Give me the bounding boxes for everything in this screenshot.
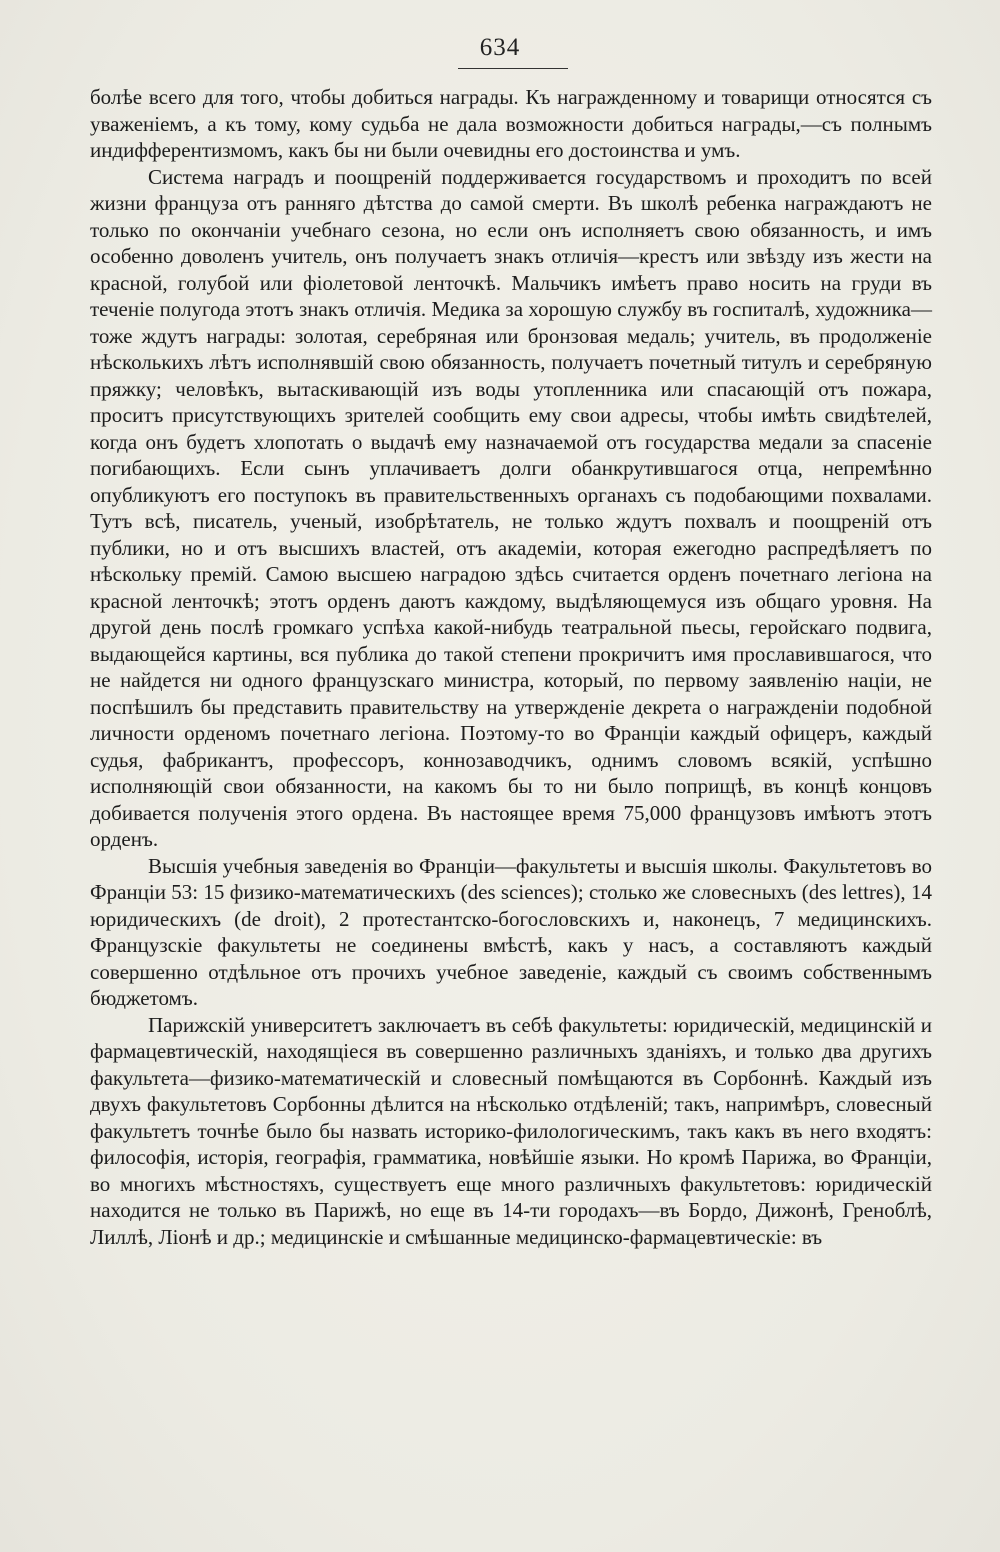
paragraph-continuation: болѣе всего для того, чтобы добиться награды. Къ награжденному и товарищи относятся съ уваженіемъ, а къ тому, кому судьба не дала возможности добиться награды,—съ полнымъ индифферентизмомъ, какъ бы ни были очевидны его достоинства и умъ. bbox=[90, 85, 932, 162]
paragraph-awards-system: Система наградъ и поощреній поддерживается государствомъ и проходитъ по всей жизни француза отъ ранняго дѣтства до самой смерти. Въ школѣ ребенка награждаютъ не только по окончаніи учебнаго сезона, но если онъ исполняетъ свою обязанность, и имъ особенно доволенъ учитель, онъ получаетъ знакъ отличія—крестъ или звѣзду изъ жести на красной, голубой или фіолетовой ленточкѣ. Мальчикъ имѣетъ право носить на груди въ теченіе полугода этотъ знакъ отличія. Медика за хорошую службу въ госпиталѣ, художника—тоже ждутъ награды: золотая, серебряная или бронзовая медаль; учитель, въ продолженіе нѣсколькихъ лѣтъ исполнявшій свою обязанность, получаетъ почетный титулъ и серебряную пряжку; человѣкъ, вытаскивающій изъ воды утопленника или спасающій отъ пожара, проситъ присутствующихъ зрителей сообщить ему свои адресы, чтобы имѣть свидѣтелей, когда онъ будетъ хлопотать о выдачѣ ему назначаемой отъ государства медали за спасеніе погибающихъ. Если сынъ уплачиваетъ долги обанкрутившагося отца, непремѣнно опубликуютъ его поступокъ въ правительственныхъ органахъ съ подобающими похвалами. Тутъ всѣ, писатель, ученый, изобрѣтатель, не только ждутъ похвалъ и поощреній отъ публики, но и отъ высшихъ властей, отъ академіи, которая ежегодно распредѣляетъ по нѣскольку премій. Самою высшею наградою здѣсь считается орденъ почетнаго легіона на красной ленточкѣ; этотъ орденъ даютъ каждому, выдѣляющемуся изъ общаго уровня. На другой день послѣ громкаго успѣха какой-нибудь театральной пьесы, геройскаго подвига, выдающейся картины, вся публика до такой степени прокричитъ имя прославившагося, что не найдется ни одного французскаго министра, который, по первому заявленію націи, не поспѣшилъ бы представить правительству на утвержденіе декрета о награжденіи подобной личности орденомъ почетнаго легіона. Поэтому-то во Франціи каждый офицеръ, каждый судья, фабрикантъ, профессоръ, коннозаводчикъ, однимъ словомъ всякій, успѣшно исполняющій свои обязанности, на какомъ бы то ни было поприщѣ, въ концѣ концовъ добивается полученія этого ордена. Въ настоящее время 75,000 французовъ имѣютъ этотъ орденъ. bbox=[90, 164, 932, 851]
paragraph-paris-university: Парижскій университетъ заключаетъ въ себѣ факультеты: юридическій, медицинскій и фармацевтическій, находящіеся въ совершенно различныхъ зданіяхъ, и только два другихъ факультета—физико-математическій и словесный помѣщаются въ Сорбоннѣ. Каждый изъ двухъ факультетовъ Сорбонны дѣлится на нѣсколько отдѣленій; такъ, напримѣръ, словесный факультетъ точнѣе было бы назвать историко-филологическимъ, такъ какъ въ него входятъ: философія, исторія, географія, грамматика, новѣйшіе языки. Но кромѣ Парижа, во Франціи, во многихъ мѣстностяхъ, существуетъ еще много различныхъ факультетовъ: юридическій находится не только въ Парижѣ, но еще въ 14-ти городахъ—въ Бордо, Дижонѣ, Греноблѣ, Лиллѣ, Ліонѣ и др.; медицинскіе и смѣшанные медицинско-фармацевтическіе: въ bbox=[90, 1012, 932, 1249]
page-number: 634 bbox=[479, 34, 521, 61]
header-rule bbox=[458, 68, 568, 69]
body-text bbox=[90, 84, 932, 1250]
paragraph-higher-education: Высшія учебныя заведенія во Франціи—факультеты и высшія школы. Факультетовъ во Франціи 53: 15 физико-математическихъ (des sciences); столько же словесныхъ (des lettres), 14 юридическихъ (de droit), 2 протестантско-богословскихъ и, наконецъ, 7 медицинскихъ. Французскіе факультеты не соединены вмѣстѣ, какъ у насъ, а составляютъ каждый совершенно отдѣльное отъ прочихъ учебное заведеніе, каждый съ своимъ собственнымъ бюджетомъ. bbox=[90, 853, 932, 1010]
